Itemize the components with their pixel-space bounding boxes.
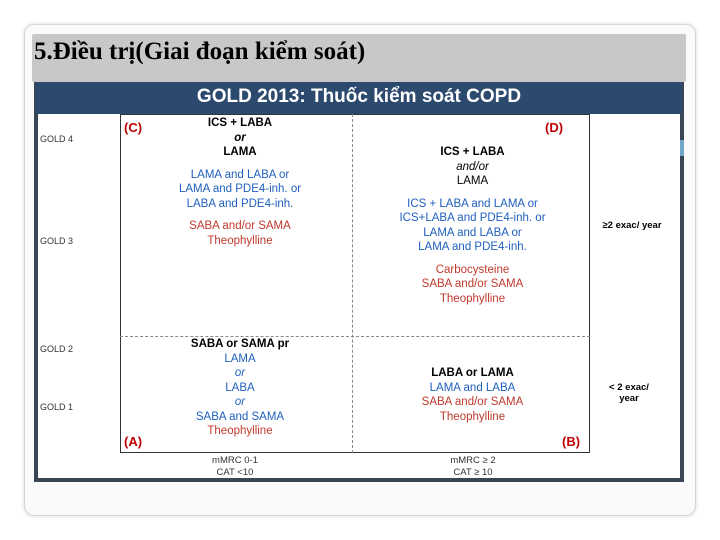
quadrant-b-text: [380, 366, 565, 424]
footer-left-line1: mMRC 0-1: [212, 455, 258, 466]
table-title: GOLD 2013: Thuốc kiểm soát COPD: [196, 86, 522, 107]
high-exacerbation-label: ≥2 exac/ year: [602, 220, 662, 231]
quadrant-a-line: SABA and SAMA: [195, 410, 285, 423]
footer-left-label: [180, 455, 290, 479]
quadrant-c-line: Theophylline: [207, 234, 273, 247]
quadrant-d-line: LAMA and PDE4-inh.: [418, 241, 527, 253]
quadrant-d-line: LAMA and LABA or: [423, 226, 522, 239]
quadrant-a-line: or: [234, 367, 246, 379]
quadrant-c-line: LAMA: [223, 146, 257, 158]
quadrant-c-line: ICS + LABA: [207, 117, 273, 129]
quadrant-d-tag: (D): [545, 120, 564, 135]
quadrant-c-line: [150, 211, 330, 219]
row-label-gold1: GOLD 1: [40, 402, 74, 412]
quadrant-c-line: [150, 160, 330, 168]
quadrant-d-line: ICS + LABA and LAMA or: [407, 197, 538, 210]
quadrant-a-line: LAMA: [224, 352, 256, 365]
quadrant-b-line: LABA or LAMA: [431, 367, 514, 379]
quadrant-d-line: ICS + LABA: [440, 146, 505, 158]
quadrant-b-tag: (B): [562, 434, 581, 449]
grid-vertical-divider: [352, 114, 353, 453]
quadrant-c-text: [150, 116, 330, 248]
quadrant-a-tag: (A): [124, 434, 143, 449]
quadrant-c-line: SABA and/or SAMA: [189, 220, 291, 232]
quadrant-b-line: SABA and/or SAMA: [421, 396, 524, 408]
footer-right-line1: mMRC ≥ 2: [450, 455, 496, 466]
quadrant-d-line: ICS+LABA and PDE4-inh. or: [399, 212, 546, 224]
quadrant-d-text: [360, 145, 585, 306]
accent-strip: [680, 140, 684, 156]
footer-right-label: [418, 455, 528, 479]
row-label-gold3: GOLD 3: [40, 236, 74, 246]
quadrant-b-line: Theophylline: [439, 410, 506, 423]
quadrant-a-text: [150, 337, 330, 439]
quadrant-a-line: or: [234, 396, 246, 408]
quadrant-c-line: LAMA and PDE4-inh. or: [178, 183, 302, 195]
quadrant-d-line: LAMA: [456, 175, 489, 187]
quadrant-d-line: Carbocysteine: [435, 263, 510, 276]
row-label-gold4: GOLD 4: [40, 134, 74, 144]
footer-right-line2: CAT ≥ 10: [453, 467, 493, 478]
quadrant-d-line: Theophylline: [439, 292, 506, 305]
quadrant-a-line: SABA or SAMA pr: [190, 338, 290, 350]
footer-left-line2: CAT <10: [216, 467, 254, 478]
quadrant-c-line: LAMA and LABA or: [190, 168, 290, 181]
table-header: [36, 82, 682, 114]
quadrant-c-line: or: [234, 131, 246, 144]
quadrant-d-line: and/or: [456, 160, 489, 173]
quadrant-a-line: LABA: [225, 381, 255, 394]
quadrant-d-line: [360, 255, 585, 263]
quadrant-d-line: SABA and/or SAMA: [421, 278, 524, 290]
row-label-gold2: GOLD 2: [40, 344, 74, 354]
quadrant-c-line: LABA and PDE4-inh.: [186, 197, 294, 210]
low-exacerbation-label: < 2 exac/ year: [609, 382, 649, 404]
quadrant-b-line: LAMA and LABA: [429, 381, 516, 394]
quadrant-c-tag: (C): [124, 120, 143, 135]
slide-title: 5.Điều trị(Giai đoạn kiểm soát): [34, 38, 366, 65]
quadrant-d-line: [360, 189, 585, 197]
quadrant-a-line: Theophylline: [207, 425, 273, 437]
